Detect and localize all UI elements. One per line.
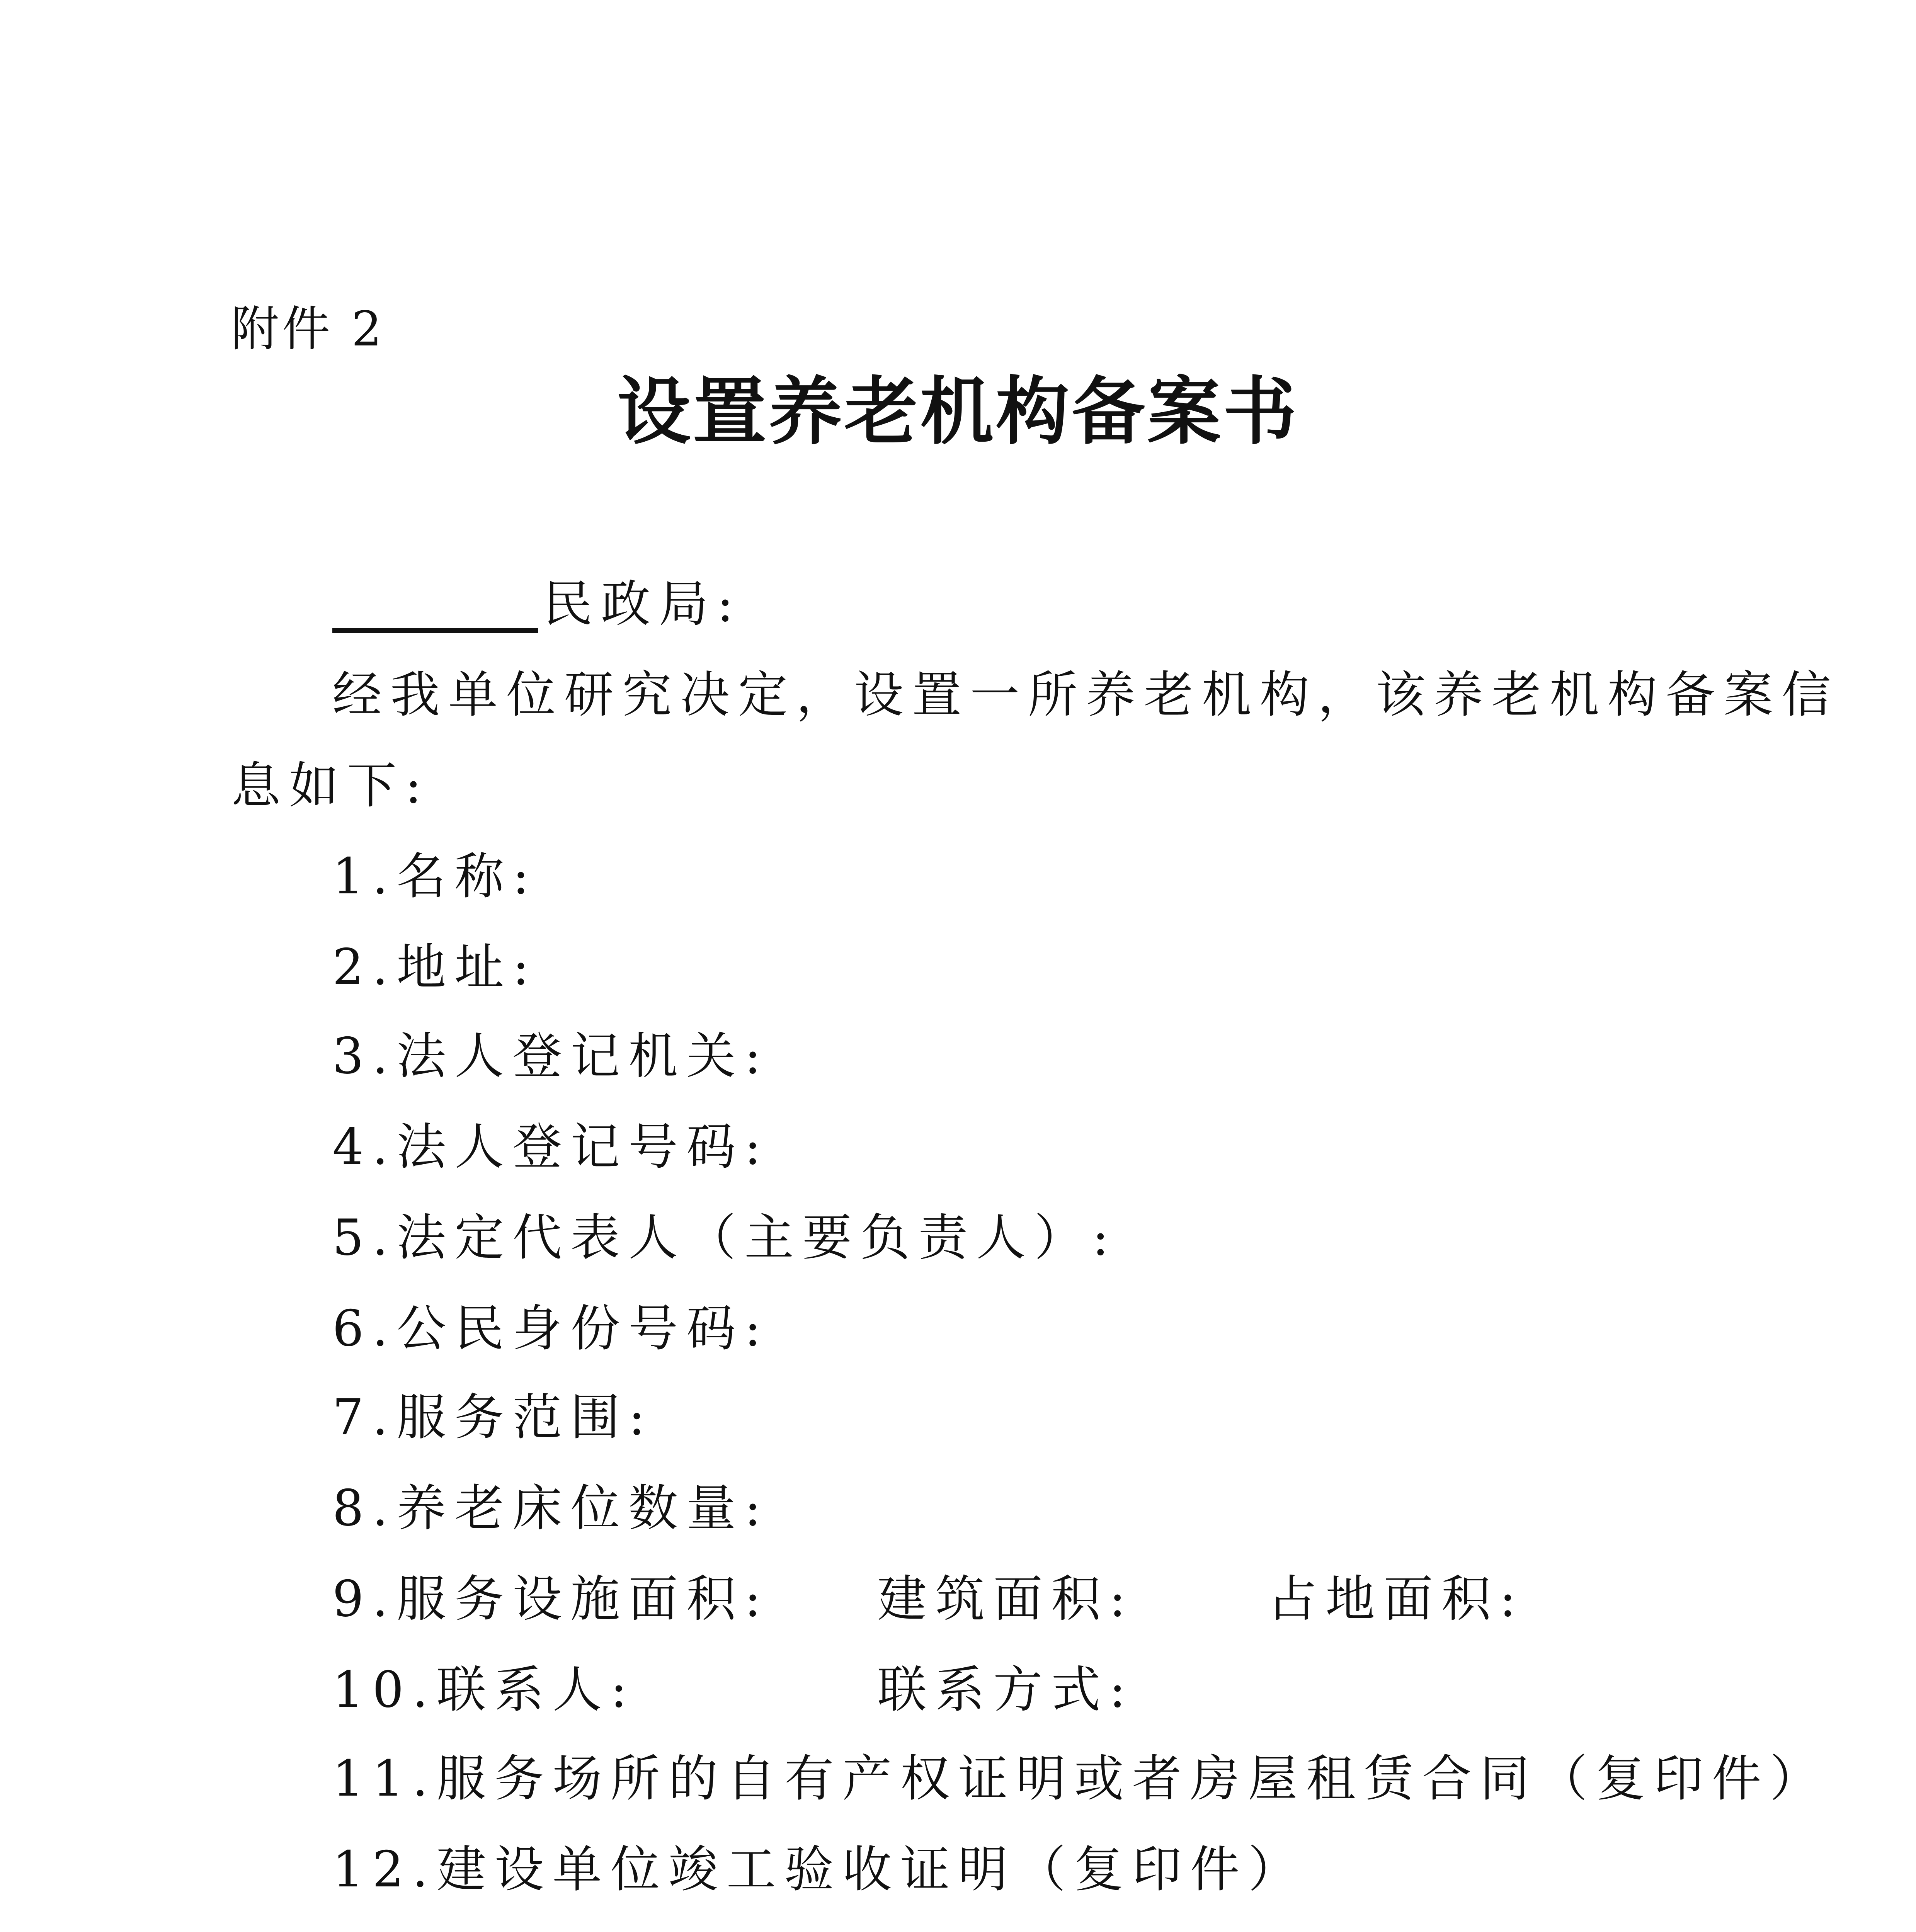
item-facility-area: 9.服务设施面积: — [332, 1570, 770, 1628]
item-service-scope: 7.服务范围: — [332, 1389, 654, 1446]
item-registration-authority: 3.法人登记机关: — [332, 1027, 770, 1085]
attachment-label: 附件 2 — [231, 301, 385, 357]
intro-line-2: 息如下: — [231, 757, 431, 815]
item-building-area: 建筑面积: — [877, 1570, 1135, 1628]
item-contact-method: 联系方式: — [877, 1661, 1135, 1719]
intro-line-1: 经我单位研究决定，设置一所养老机构，该养老机构备案信 — [332, 666, 1840, 724]
item-legal-representative: 5.法定代表人（主要负责人）: — [332, 1209, 1118, 1267]
item-name: 1.名称: — [332, 848, 538, 905]
item-land-area: 占地面积: — [1268, 1570, 1525, 1628]
item-property-proof: 11.服务场所的自有产权证明或者房屋租赁合同（复印件） — [332, 1750, 1828, 1808]
item-address: 2.地址: — [332, 939, 538, 996]
item-bed-count: 8.养老床位数量: — [332, 1480, 770, 1537]
item-registration-number: 4.法人登记号码: — [332, 1118, 770, 1176]
item-id-number: 6.公民身份号码: — [332, 1300, 770, 1357]
item-completion-acceptance: 12.建设单位竣工验收证明（复印件） — [332, 1841, 1306, 1898]
item-contact-person: 10.联系人: — [332, 1661, 636, 1719]
document-title: 设置养老机构备案书 — [617, 368, 1299, 454]
addressee-blank-line — [332, 628, 538, 633]
addressee-text: 民政局: — [543, 575, 742, 633]
